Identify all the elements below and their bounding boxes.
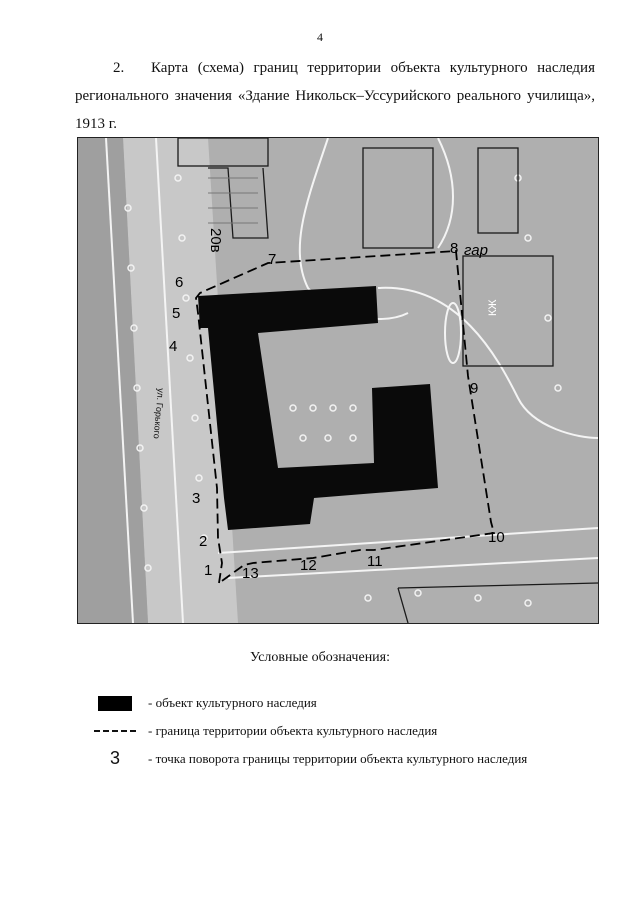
boundary-map xyxy=(77,137,599,624)
point-label-6: 6 xyxy=(175,274,184,291)
map-heading xyxy=(75,54,595,138)
point-label-11: 11 xyxy=(367,553,383,570)
point-label-12: 12 xyxy=(300,557,317,574)
street-label: ул. Горького xyxy=(151,387,166,440)
building-label-kzh: КЖ xyxy=(487,299,499,316)
building-label-20v: 20в xyxy=(207,228,224,253)
point-label-4: 4 xyxy=(169,338,178,355)
point-label-9: 9 xyxy=(470,380,479,397)
heritage-object-swatch xyxy=(98,696,132,711)
legend-text-turn-point: - точка поворота границы территории объекта культурного наследия xyxy=(148,750,528,766)
legend-title: Условные обозначения: xyxy=(249,650,391,665)
building-label-gar: гар xyxy=(464,242,488,259)
legend-item-heritage-object xyxy=(92,695,317,711)
turn-point-symbol: 3 xyxy=(109,748,120,768)
legend-item-turn-point xyxy=(92,748,527,769)
legend-text-boundary: - граница территории объекта культурного наследия xyxy=(148,723,438,738)
point-label-2: 2 xyxy=(199,533,208,550)
point-label-7: 7 xyxy=(268,251,277,268)
point-label-1: 1 xyxy=(204,562,213,579)
legend-item-boundary xyxy=(92,723,437,739)
heading-text: Карта (схема) границ территории объекта культурного наследия регионального значения «Здание Никольск–Уссурийского реального училища», 1913 г. xyxy=(75,60,595,132)
point-label-8: 8 xyxy=(450,240,459,257)
point-label-3: 3 xyxy=(192,490,201,507)
point-label-5: 5 xyxy=(172,305,181,322)
point-label-13: 13 xyxy=(242,565,259,582)
legend-text-heritage-object: - объект культурного наследия xyxy=(148,695,317,710)
boundary-line-symbol xyxy=(94,730,136,732)
page-number: 4 xyxy=(317,30,323,44)
heading-number: 2. xyxy=(113,60,125,76)
point-label-10: 10 xyxy=(488,529,505,546)
